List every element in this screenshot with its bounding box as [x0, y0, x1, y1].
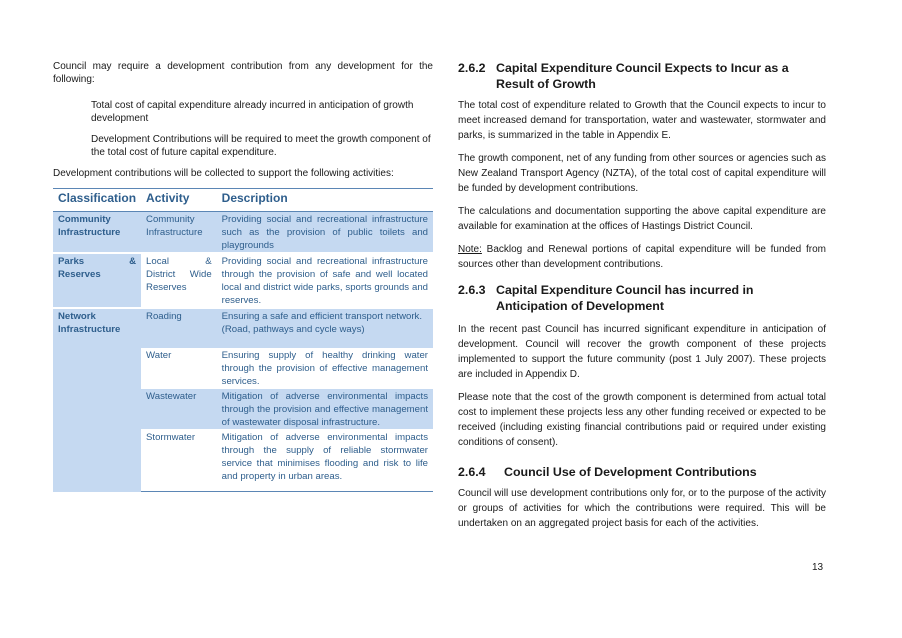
description-cell: Providing social and recreational infrastructure through the provision of safe and well located local and district wide parks, sports grounds and reserves. [217, 253, 433, 308]
contributions-table [53, 188, 433, 492]
description-cell: Ensuring a safe and efficient transport network. (Road, pathways and cycle ways) [217, 308, 433, 348]
description-cell: Mitigation of adverse environmental impacts through the supply of reliable stormwater service that minimises flooding and risk to life and property in urban areas. [217, 430, 433, 492]
paragraph: Please note that the cost of the growth component is determined from actual total cost to implement these projects less any other funding received or expected to be received (including existing financial contributions paid or required under existing conditions of consent). [458, 392, 826, 448]
section-heading-2-6-4: 2.6.4 Council Use of Development Contributions [458, 465, 757, 479]
description-cell: Mitigation of adverse environmental impacts through the provision and effective management of wastewater disposal infrastructure. [217, 389, 433, 430]
header-description: Description [217, 189, 433, 212]
table-row [53, 253, 433, 308]
activity-cell: Water [141, 348, 217, 389]
activity-cell: Stormwater [141, 430, 217, 492]
activity-cell: Local & District Wide Reserves [141, 253, 217, 308]
paragraph: The growth component, net of any funding from other sources or agencies such as New Zealand Transport Agency (NZTA), of the total cost of capital expenditure will be funded by development contributions. [458, 153, 826, 194]
list-item: Total cost of capital expenditure already incurred in anticipation of growth development [91, 100, 414, 124]
section-heading-2-6-3: 2.6.3 Capital Expenditure Council has incurred in Anticipation of Development [458, 283, 754, 313]
classification-cell: Network Infrastructure [53, 308, 141, 492]
paragraph: Council will use development contributions only for, or to the purpose of the activity or groups of activities for which the contributions were required. This will be undertaken on an aggregated project basis for each of the activities. [458, 488, 826, 529]
activity-cell: Roading [141, 308, 217, 348]
intro-paragraph: Council may require a development contribution from any development for the following: [53, 61, 433, 85]
paragraph: In the recent past Council has incurred significant expenditure in anticipation of development. Council will recover the growth component of these projects implemented to support the future community (post 1 July 2007). These projects are included in Appendix D. [458, 324, 826, 380]
table-row [53, 308, 433, 348]
activities-intro: Development contributions will be collected to support the following activities: [53, 168, 394, 179]
paragraph: The total cost of expenditure related to Growth that the Council expects to incur to meet increased demand for transportation, water and wastewater, stormwater and parks, is summarized in the table in Appendix E. [458, 100, 826, 141]
activity-cell: Community Infrastructure [141, 212, 217, 254]
table-header-row [53, 189, 433, 212]
description-cell: Providing social and recreational infrastructure such as the provision of public toilets and playgrounds [217, 212, 433, 254]
classification-cell: Community Infrastructure [53, 212, 141, 254]
section-heading-2-6-2: 2.6.2 Capital Expenditure Council Expects to Incur as a Result of Growth [458, 61, 789, 91]
classification-cell: Parks & Reserves [53, 253, 141, 308]
page-number: 13 [812, 562, 824, 573]
table-row [53, 212, 433, 254]
activity-cell: Wastewater [141, 389, 217, 430]
header-classification: Classification [53, 189, 141, 212]
header-activity: Activity [141, 189, 217, 212]
right-column [458, 60, 826, 539]
paragraph: The calculations and documentation supporting the above capital expenditure are available for examination at the offices of Hastings District Council. [458, 206, 826, 232]
description-cell: Ensuring supply of healthy drinking water through the provision of effective management services. [217, 348, 433, 389]
note-label: Note: [458, 244, 482, 255]
note-paragraph: Note: Backlog and Renewal portions of capital expenditure will be funded from sources other than development contributions. [458, 244, 826, 270]
left-column [53, 60, 433, 492]
list-item: Development Contributions will be required to meet the growth component of the total cost of future capital expenditure. [91, 134, 431, 158]
